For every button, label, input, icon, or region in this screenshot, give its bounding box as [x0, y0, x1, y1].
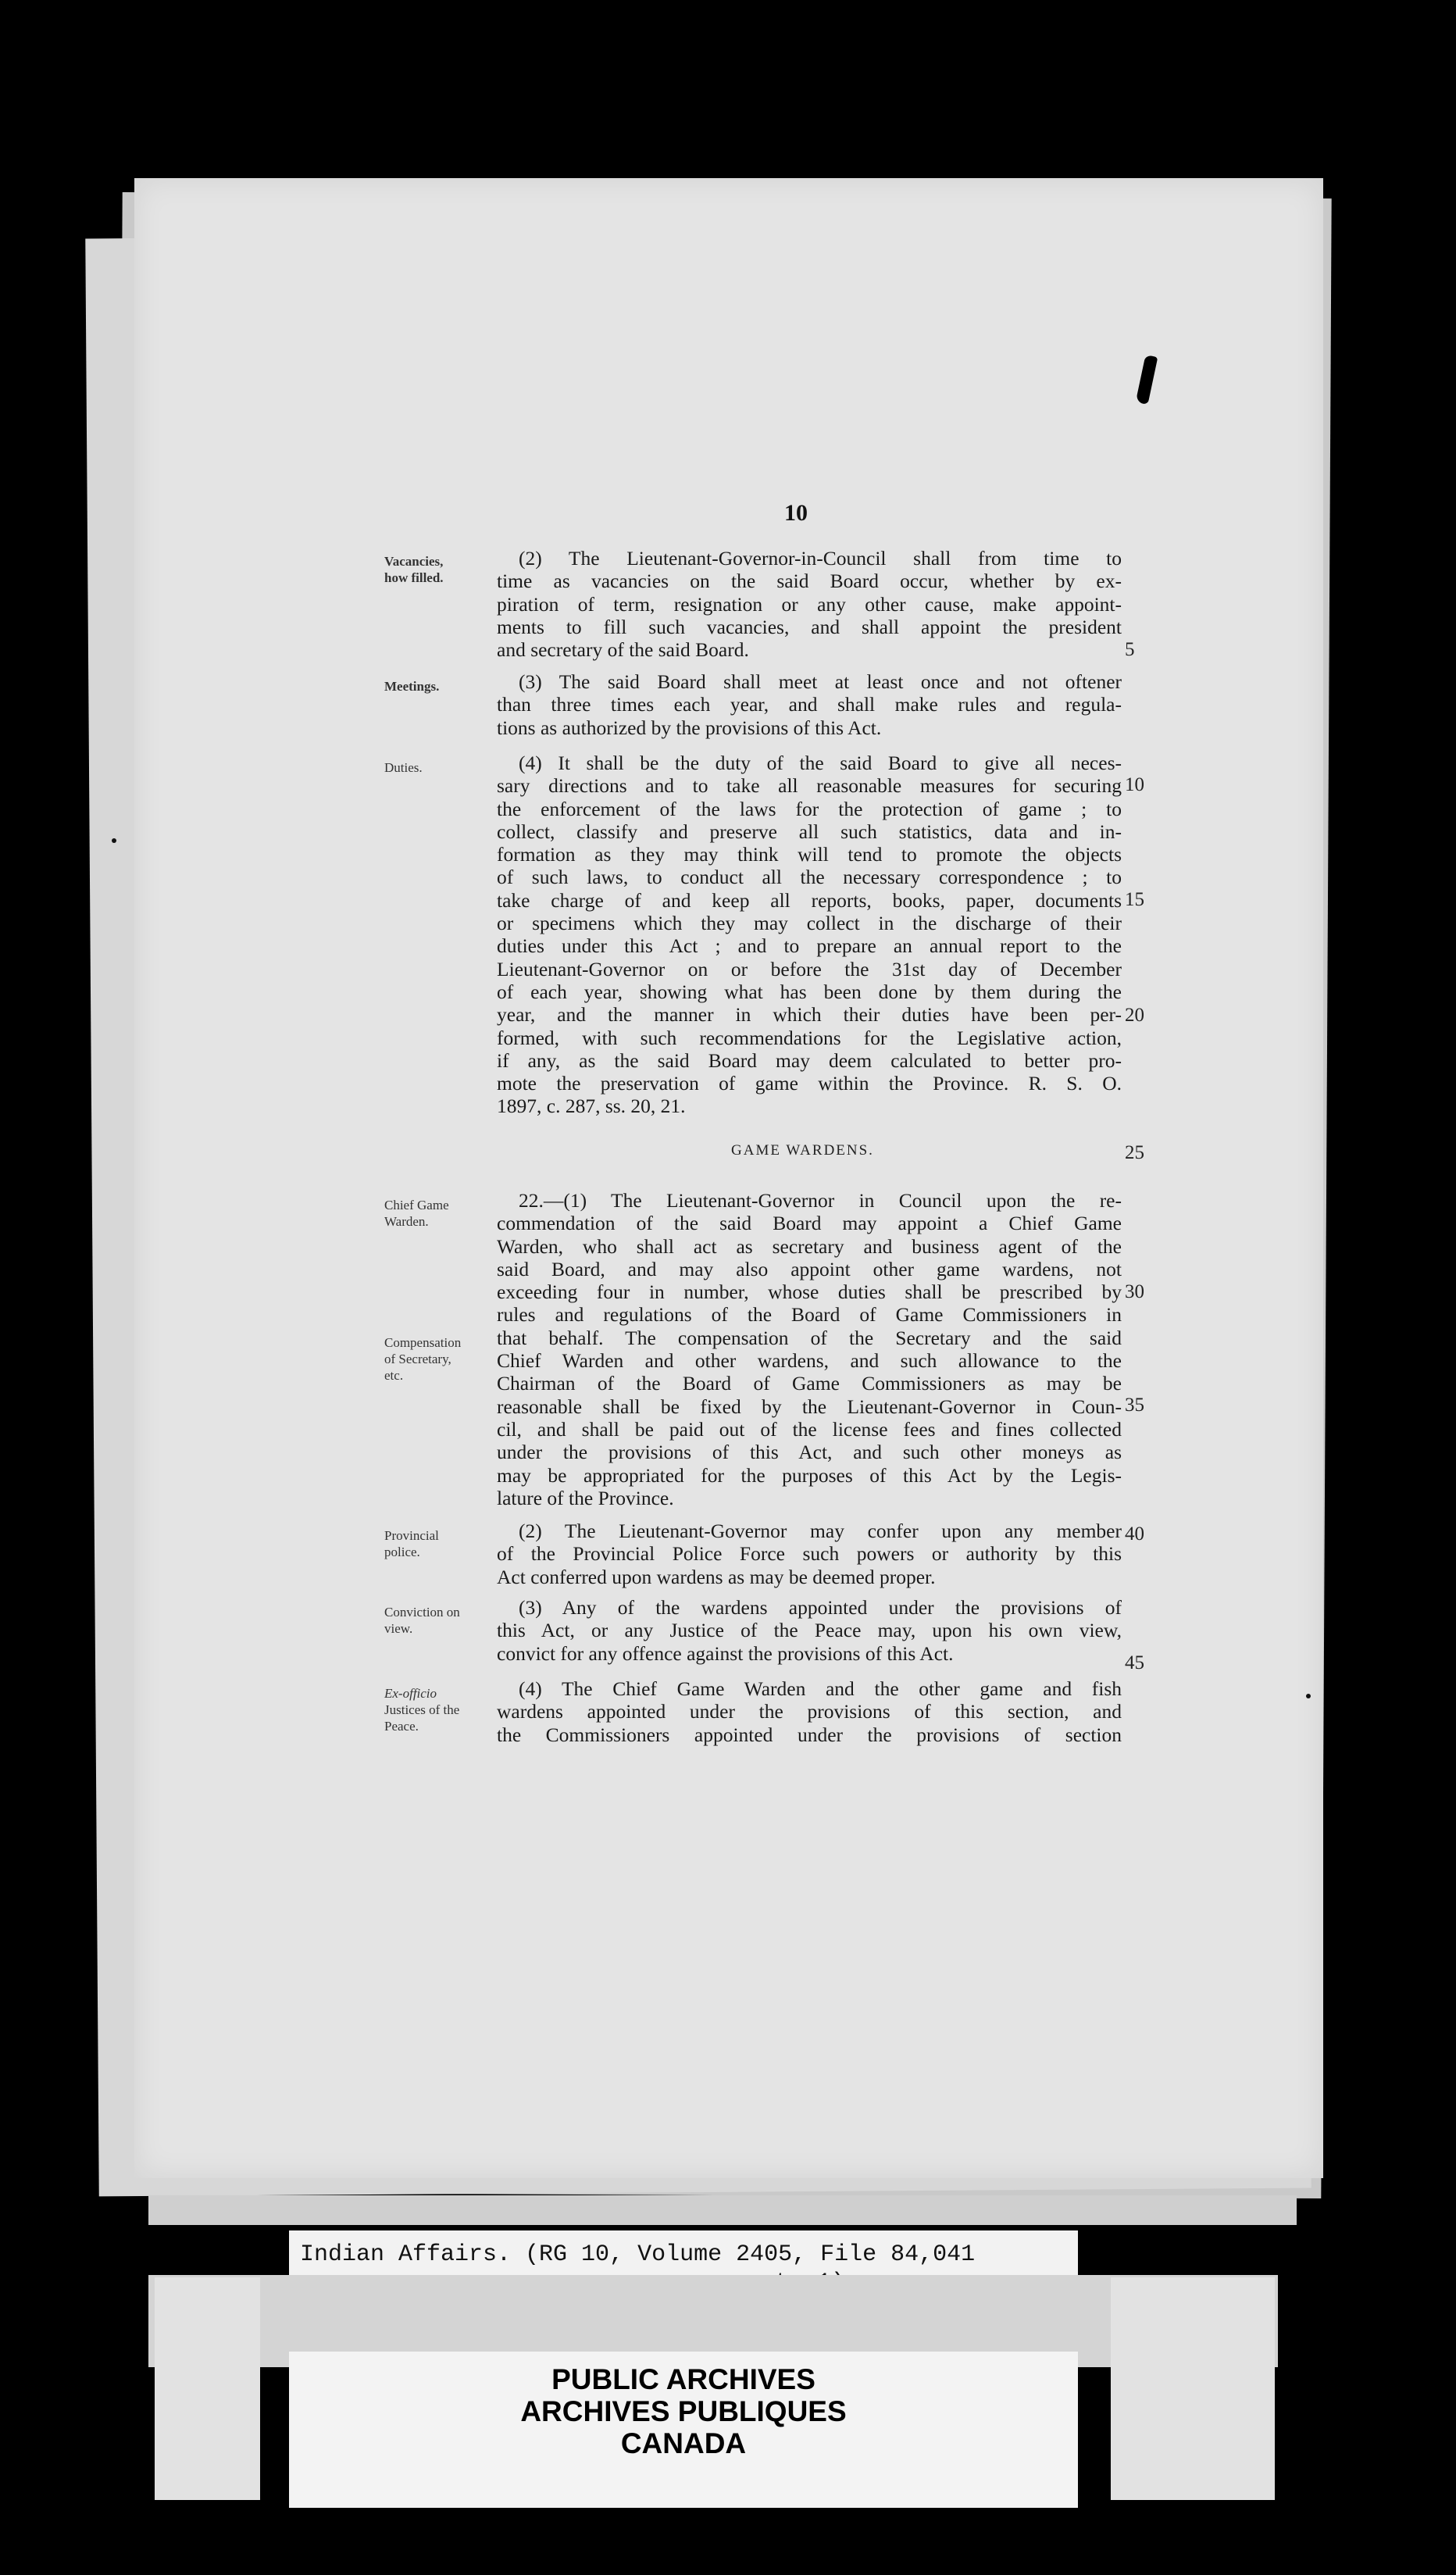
archive-stamp-line: ARCHIVES PUBLIQUES — [520, 2395, 847, 2427]
margin-note-conviction: Conviction on view. — [384, 1605, 460, 1636]
margin-note-duties: Duties. — [384, 760, 423, 775]
line-number: 15 — [1125, 889, 1144, 910]
archive-backing-left — [155, 2277, 260, 2500]
paragraph-chief-game-warden: 22.—(1) The Lieutenant-Governor in Council upon the re- commendation of the said Board may appoint a Chief Game Warden, who shall act as secretary and business agent of the said Board, and may also appoint other game wardens, not exceeding four in number, whose duties shall be prescribed by rules and regulations of the Board of Game Commissioners in that behalf. The compensation of the Secretary and the said Chief Warden and other wardens, and such allowance to the Chairman of the Board of Game Commissioners as may be reasonable shall be fixed by the Lieutenant-Governor in Coun- cil, and shall be paid out of the license fees and fines collected under the provisions of this Act, and such other moneys as may be appropriated for the purposes of this Act by the Legis- lature of the Province. — [497, 1189, 1122, 1509]
reference-label: Indian Affairs. (RG 10, Volume 2405, File 84,041 — [300, 2241, 976, 2268]
margin-note-chief-game-warden: Chief Game Warden. — [384, 1198, 449, 1229]
document-page — [134, 178, 1323, 2178]
paragraph-vacancies: (2) The Lieutenant-Governor-in-Council shall from time to time as vacancies on the said Board occur, whether by ex- piration of term, resignation or any other cause, make appoint- ments to fill such vacancies, and shall appoint the president and secretary of the said Board. — [497, 547, 1122, 662]
paragraph-conviction: (3) Any of the wardens appointed under the provisions of this Act, or any Justice of the Peace may, upon his own view, convict for any offence against the provisions of this Act. — [497, 1596, 1122, 1665]
paragraph-duties: (4) It shall be the duty of the said Board to give all neces- sary directions and to take all reasonable measures for securing the enforcement of the laws for the protection of game ; to collect, classify and preserve all such statistics, data and in- formation as they may think will tend to promote the objects of such laws, to conduct all the necessary correspondence ; to take charge of and keep all reports, books, paper, documents or specimens which they may collect in the discharge of their duties under this Act ; and to prepare an annual report to the Lieutenant-Governor on or before the 31st day of December of each year, showing what has been done by them during the year, and the manner in which their duties have been per- formed, with such recommendations for the Legislative action, if any, as the said Board may deem calculated to better pro- mote the preservation of game within the Province. R. S. O. 1897, c. 287, ss. 20, 21. — [497, 752, 1122, 1118]
paragraph-provincial-police: (2) The Lieutenant-Governor may confer upon any member of the Provincial Police Force such powers or authority by this Act conferred upon wardens as may be deemed proper. — [497, 1520, 1122, 1588]
line-number: 40 — [1125, 1523, 1144, 1545]
line-number: 25 — [1125, 1142, 1144, 1163]
line-number: 20 — [1125, 1005, 1144, 1026]
scan-speck — [1306, 1694, 1311, 1698]
paragraph-meetings: (3) The said Board shall meet at least once and not oftener than three times each year, and shall make rules and regula- tions as authorized by the provisions of this Act. — [497, 670, 1122, 739]
line-number: 10 — [1125, 774, 1144, 795]
archive-stamp-line: PUBLIC ARCHIVES — [551, 2363, 815, 2395]
margin-note-ex-officio: Ex-officio Justices of the Peace. — [384, 1686, 460, 1734]
line-number: 35 — [1125, 1395, 1144, 1416]
line-number: 5 — [1125, 639, 1135, 660]
margin-note-provincial-police: Provincial police. — [384, 1528, 439, 1559]
archive-stamp-line: CANADA — [620, 2427, 747, 2459]
scan-speck — [112, 838, 116, 843]
page-number: 10 — [784, 500, 808, 526]
margin-note-meetings: Meetings. — [384, 679, 440, 694]
paragraph-ex-officio: (4) The Chief Game Warden and the other game and fish wardens appointed under the provisions of this section, and the Commissioners appointed under the provisions of section — [497, 1677, 1122, 1746]
margin-note-compensation: Compensation of Secretary, etc. — [384, 1335, 462, 1383]
line-number: 30 — [1125, 1281, 1144, 1302]
section-heading: GAME WARDENS. — [731, 1142, 874, 1159]
page-bottom-edge — [148, 2195, 1297, 2225]
archive-backing-right — [1111, 2277, 1275, 2500]
margin-note-vacancies: Vacancies, how filled. — [384, 554, 444, 585]
line-number: 45 — [1125, 1652, 1144, 1673]
